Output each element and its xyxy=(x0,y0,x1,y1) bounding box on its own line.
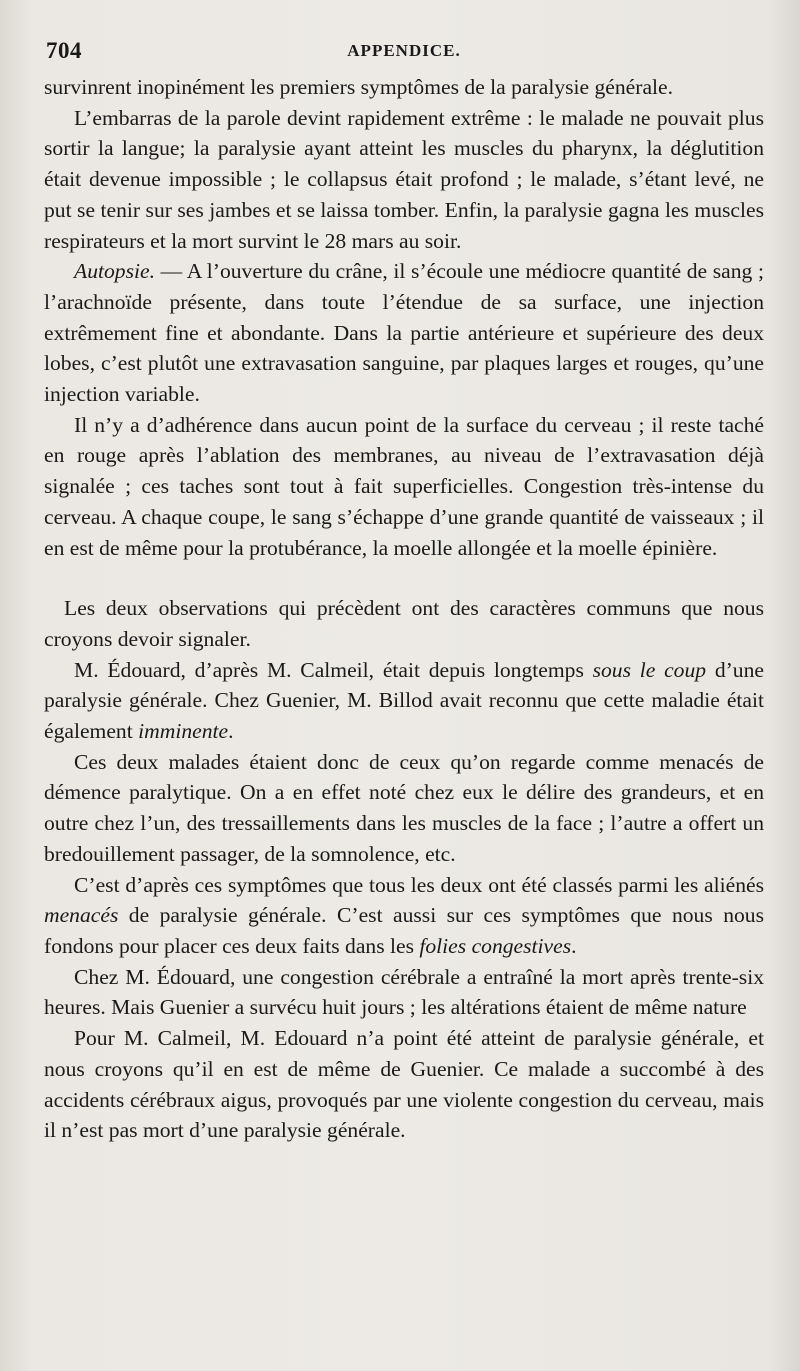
paragraph-1: survinrent inopinément les premiers symptômes de la paralysie générale. xyxy=(44,75,674,99)
page-number: 704 xyxy=(46,38,82,63)
paragraph-3-text: — A l’ouverture du crâne, il s’écoule une médiocre quantité de sang ; l’arachnoïde présente, dans toute l’étendue de sa surface, une injection extrêmement fine et abondante. Dans la partie antérieure et supérieure des deux lobes, c’est plutôt une extravasation sanguine, par plaques larges et rouges, qu’une injection variable. xyxy=(44,259,764,407)
paragraph-8-text-c: . xyxy=(571,933,577,958)
paragraph-10: Pour M. Calmeil, M. Edouard n’a point été atteint de paralysie générale, et nous croyons qu’il en est de même de Guenier. Ce malade a succombé à des accidents cérébraux aigus, provoqués par une violente congestion du cerveau, mais il n’est pas mort d’une paralysie générale. xyxy=(44,1026,764,1143)
paragraph-3 xyxy=(44,256,764,410)
paragraph-6-text-c: . xyxy=(228,719,234,744)
paragraph-6-text-a: M. Édouard, d’après M. Calmeil, était depuis longtemps xyxy=(74,657,593,682)
paragraph-8 xyxy=(44,870,764,962)
paragraph-5: Les deux observations qui précèdent ont des caractères communs que nous croyons devoir signaler. xyxy=(44,596,764,651)
autopsie-heading: Autopsie. xyxy=(74,259,155,284)
paragraph-2: L’embarras de la parole devint rapidement extrême : le malade ne pouvait plus sortir la langue; la paralysie ayant atteint les muscles du pharynx, la déglutition était devenue impossible ; le collapsus était profond ; le malade, s’étant levé, ne put se tenir sur ses jambes et se laissa tomber. Enfin, la paralysie gagna les muscles respirateurs et la mort survint le 28 mars au soir. xyxy=(44,105,764,253)
paragraph-6-italic-b: imminente xyxy=(138,719,229,744)
paragraph-9: Chez M. Édouard, une congestion cérébrale a entraîné la mort après trente-six heures. Mais Guenier a survécu huit jours ; les altérations étaient de même nature xyxy=(44,964,764,1020)
paragraph-7: Ces deux malades étaient donc de ceux qu’on regarde comme menacés de démence paralytique. On a en effet noté chez eux le délire des grandeurs, et en outre chez l’un, des tressaillements dans les muscles de la face ; l’autre a offert un bredouillement passager, de la somnolence, etc. xyxy=(44,749,764,866)
paragraph-6-text-b: d’une paralysie générale. Chez Guenier, M. Billod avait reconnu que cette maladie était également xyxy=(44,657,764,744)
body-text xyxy=(44,72,764,1146)
paragraph-6-italic-a: sous le coup xyxy=(592,657,707,682)
paragraph-8-text-b: de paralysie générale. C’est aussi sur ces symptômes que nous nous fondons pour placer ces deux faits dans les xyxy=(44,903,764,958)
paragraph-4: Il n’y a d’adhérence dans aucun point de la surface du cerveau ; il reste taché en rouge après l’ablation des membranes, au niveau de l’extravasation déjà signalée ; ces taches sont tout à fait superficielles. Congestion très-intense du cerveau. A chaque coupe, le sang s’échappe d’une grande quantité de vaisseaux ; il en est de même pour la protubérance, la moelle allongée et la moelle épinière. xyxy=(44,412,764,560)
paragraph-8-italic-b: folies congestives xyxy=(419,933,572,958)
running-head: APPENDICE. xyxy=(347,41,461,60)
page-header xyxy=(46,38,762,68)
paragraph-6 xyxy=(44,655,764,747)
paragraph-8-italic-a: menacés xyxy=(44,903,119,928)
paragraph-8-text-a: C’est d’après ces symptômes que tous les deux ont été classés parmi les aliénés xyxy=(74,872,764,897)
